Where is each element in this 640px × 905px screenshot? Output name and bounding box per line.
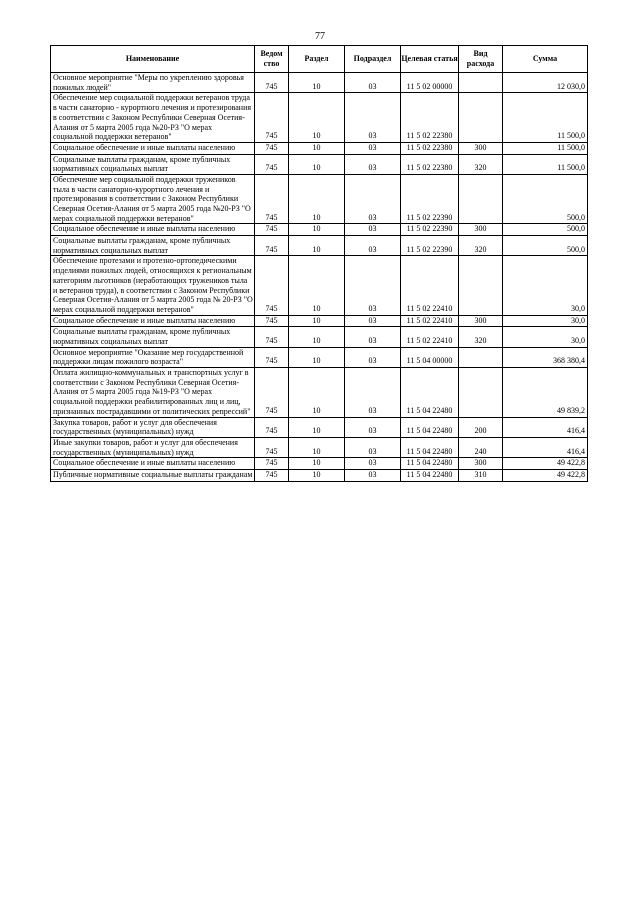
cell-name: Социальные выплаты гражданам, кроме публичных нормативных социальных выплат <box>51 236 255 256</box>
cell-target: 11 5 04 22480 <box>401 368 459 418</box>
cell-sum: 49 422,8 <box>503 458 588 470</box>
cell-razdel: 10 <box>289 224 345 236</box>
cell-target: 11 5 02 22410 <box>401 256 459 315</box>
cell-razdel: 10 <box>289 93 345 143</box>
cell-sum: 11 500,0 <box>503 154 588 174</box>
cell-name: Иные закупки товаров, работ и услуг для обеспечения государственных (муниципальных) нужд <box>51 437 255 457</box>
cell-ved: 745 <box>255 417 289 437</box>
cell-razdel: 10 <box>289 458 345 470</box>
table-row <box>51 93 588 143</box>
cell-podrazdel: 03 <box>345 368 401 418</box>
cell-ved: 745 <box>255 347 289 367</box>
cell-podrazdel: 03 <box>345 469 401 481</box>
cell-vid: 320 <box>459 154 503 174</box>
cell-vid: 300 <box>459 458 503 470</box>
cell-sum: 12 030,0 <box>503 73 588 93</box>
cell-sum: 416,4 <box>503 417 588 437</box>
header-name: Наименование <box>51 46 255 73</box>
cell-sum: 30,0 <box>503 315 588 327</box>
cell-razdel: 10 <box>289 368 345 418</box>
cell-target: 11 5 02 22410 <box>401 315 459 327</box>
cell-name: Закупка товаров, работ и услуг для обеспечения государственных (муниципальных) нужд <box>51 417 255 437</box>
cell-vid: 320 <box>459 236 503 256</box>
cell-podrazdel: 03 <box>345 224 401 236</box>
cell-name: Социальные выплаты гражданам, кроме публичных нормативных социальных выплат <box>51 327 255 347</box>
cell-podrazdel: 03 <box>345 154 401 174</box>
cell-vid: 310 <box>459 469 503 481</box>
cell-name: Обеспечение мер социальной поддержки ветеранов труда в части санаторно - курортного лечения и протезирования в соответствии с Законом Республики Северная Осетия-Алания от 5 марта 2005 года №20-РЗ "О мерах социальной поддержки ветеранов" <box>51 93 255 143</box>
table-row <box>51 327 588 347</box>
cell-target: 11 5 04 22480 <box>401 458 459 470</box>
table-row <box>51 73 588 93</box>
cell-razdel: 10 <box>289 327 345 347</box>
cell-target: 11 5 04 22480 <box>401 417 459 437</box>
header-razdel: Раздел <box>289 46 345 73</box>
cell-razdel: 10 <box>289 236 345 256</box>
cell-name: Основное мероприятие "Оказание мер государственной поддержки лицам пожилого возраста" <box>51 347 255 367</box>
cell-vid: 320 <box>459 327 503 347</box>
cell-ved: 745 <box>255 256 289 315</box>
header-sum: Сумма <box>503 46 588 73</box>
cell-podrazdel: 03 <box>345 73 401 93</box>
table-row <box>51 142 588 154</box>
cell-vid: 300 <box>459 224 503 236</box>
cell-vid: 240 <box>459 437 503 457</box>
cell-ved: 745 <box>255 368 289 418</box>
cell-name: Публичные нормативные социальные выплаты гражданам <box>51 469 255 481</box>
table-row <box>51 315 588 327</box>
cell-vid <box>459 256 503 315</box>
cell-vid <box>459 73 503 93</box>
header-ved: Ведом ство <box>255 46 289 73</box>
cell-razdel: 10 <box>289 315 345 327</box>
cell-razdel: 10 <box>289 256 345 315</box>
header-vid: Вид расхода <box>459 46 503 73</box>
table-body <box>51 73 588 482</box>
table-row <box>51 236 588 256</box>
cell-sum: 11 500,0 <box>503 142 588 154</box>
cell-target: 11 5 02 22390 <box>401 174 459 224</box>
cell-sum: 49 422,8 <box>503 469 588 481</box>
cell-name: Социальное обеспечение и иные выплаты населению <box>51 224 255 236</box>
cell-target: 11 5 02 22380 <box>401 142 459 154</box>
table-row <box>51 174 588 224</box>
table-row <box>51 469 588 481</box>
cell-razdel: 10 <box>289 437 345 457</box>
header-target: Целевая статья <box>401 46 459 73</box>
cell-sum: 30,0 <box>503 256 588 315</box>
cell-name: Основное мероприятие "Меры по укреплению здоровья пожилых людей" <box>51 73 255 93</box>
cell-sum: 500,0 <box>503 224 588 236</box>
cell-sum: 500,0 <box>503 174 588 224</box>
cell-target: 11 5 04 22480 <box>401 437 459 457</box>
cell-sum: 368 380,4 <box>503 347 588 367</box>
cell-ved: 745 <box>255 142 289 154</box>
cell-podrazdel: 03 <box>345 93 401 143</box>
cell-ved: 745 <box>255 174 289 224</box>
cell-target: 11 5 02 00000 <box>401 73 459 93</box>
cell-ved: 745 <box>255 327 289 347</box>
cell-ved: 745 <box>255 154 289 174</box>
header-row <box>51 46 588 73</box>
cell-vid: 200 <box>459 417 503 437</box>
cell-sum: 416,4 <box>503 437 588 457</box>
cell-podrazdel: 03 <box>345 236 401 256</box>
cell-ved: 745 <box>255 93 289 143</box>
cell-target: 11 5 02 22380 <box>401 154 459 174</box>
cell-name: Социальное обеспечение и иные выплаты населению <box>51 458 255 470</box>
cell-target: 11 5 02 22380 <box>401 93 459 143</box>
cell-razdel: 10 <box>289 469 345 481</box>
cell-ved: 745 <box>255 437 289 457</box>
cell-sum: 30,0 <box>503 327 588 347</box>
cell-podrazdel: 03 <box>345 327 401 347</box>
cell-target: 11 5 02 22390 <box>401 236 459 256</box>
cell-razdel: 10 <box>289 174 345 224</box>
cell-name: Социальное обеспечение и иные выплаты населению <box>51 142 255 154</box>
cell-razdel: 10 <box>289 142 345 154</box>
cell-podrazdel: 03 <box>345 256 401 315</box>
cell-target: 11 5 02 22410 <box>401 327 459 347</box>
cell-name: Социальные выплаты гражданам, кроме публичных нормативных социальных выплат <box>51 154 255 174</box>
cell-target: 11 5 02 22390 <box>401 224 459 236</box>
table-row <box>51 256 588 315</box>
cell-vid <box>459 368 503 418</box>
cell-podrazdel: 03 <box>345 174 401 224</box>
cell-sum: 500,0 <box>503 236 588 256</box>
table-row <box>51 368 588 418</box>
cell-target: 11 5 04 00000 <box>401 347 459 367</box>
table-row <box>51 347 588 367</box>
page-number: 77 <box>315 31 325 42</box>
cell-sum: 49 839,2 <box>503 368 588 418</box>
cell-podrazdel: 03 <box>345 417 401 437</box>
cell-vid: 300 <box>459 142 503 154</box>
cell-ved: 745 <box>255 458 289 470</box>
cell-vid: 300 <box>459 315 503 327</box>
budget-table <box>50 45 588 482</box>
table-row <box>51 154 588 174</box>
table-row <box>51 437 588 457</box>
cell-ved: 745 <box>255 315 289 327</box>
cell-ved: 745 <box>255 469 289 481</box>
cell-razdel: 10 <box>289 417 345 437</box>
cell-name: Социальное обеспечение и иные выплаты населению <box>51 315 255 327</box>
cell-target: 11 5 04 22480 <box>401 469 459 481</box>
cell-podrazdel: 03 <box>345 458 401 470</box>
cell-name: Обеспечение мер социальной поддержки тружеников тыла в части санаторно-курортного лечения и протезирования в соответствии с Законом Республики Северная Осетия-Алания от 5 марта 2005 года №20-РЗ "О мерах социальной поддержки ветеранов" <box>51 174 255 224</box>
cell-vid <box>459 174 503 224</box>
table-row <box>51 417 588 437</box>
cell-vid <box>459 347 503 367</box>
cell-sum: 11 500,0 <box>503 93 588 143</box>
header-podrazdel: Подраздел <box>345 46 401 73</box>
cell-ved: 745 <box>255 224 289 236</box>
table-row <box>51 458 588 470</box>
table-row <box>51 224 588 236</box>
cell-podrazdel: 03 <box>345 142 401 154</box>
cell-podrazdel: 03 <box>345 437 401 457</box>
cell-razdel: 10 <box>289 347 345 367</box>
cell-razdel: 10 <box>289 73 345 93</box>
cell-ved: 745 <box>255 73 289 93</box>
cell-vid <box>459 93 503 143</box>
cell-name: Обеспечение протезами и протезно-ортопедическими изделиями пожилых людей, относящихся к региональным категориям льготников (неработающих тружеников тыла и ветеранов труда), в соответствии с Законом Республики Северная Осетия-Алания от 5 марта 2005 года № 20-РЗ "О мерах социальной поддержки ветеранов" <box>51 256 255 315</box>
cell-podrazdel: 03 <box>345 347 401 367</box>
cell-ved: 745 <box>255 236 289 256</box>
cell-podrazdel: 03 <box>345 315 401 327</box>
cell-name: Оплата жилищно-коммунальных и транспортных услуг в соответствии с Законом Республики Северная Осетия-Алания от 5 марта 2005 года №19-РЗ "О мерах социальной поддержки реабилитированных лиц и лиц, признанных пострадавшими от политических репрессий" <box>51 368 255 418</box>
cell-razdel: 10 <box>289 154 345 174</box>
